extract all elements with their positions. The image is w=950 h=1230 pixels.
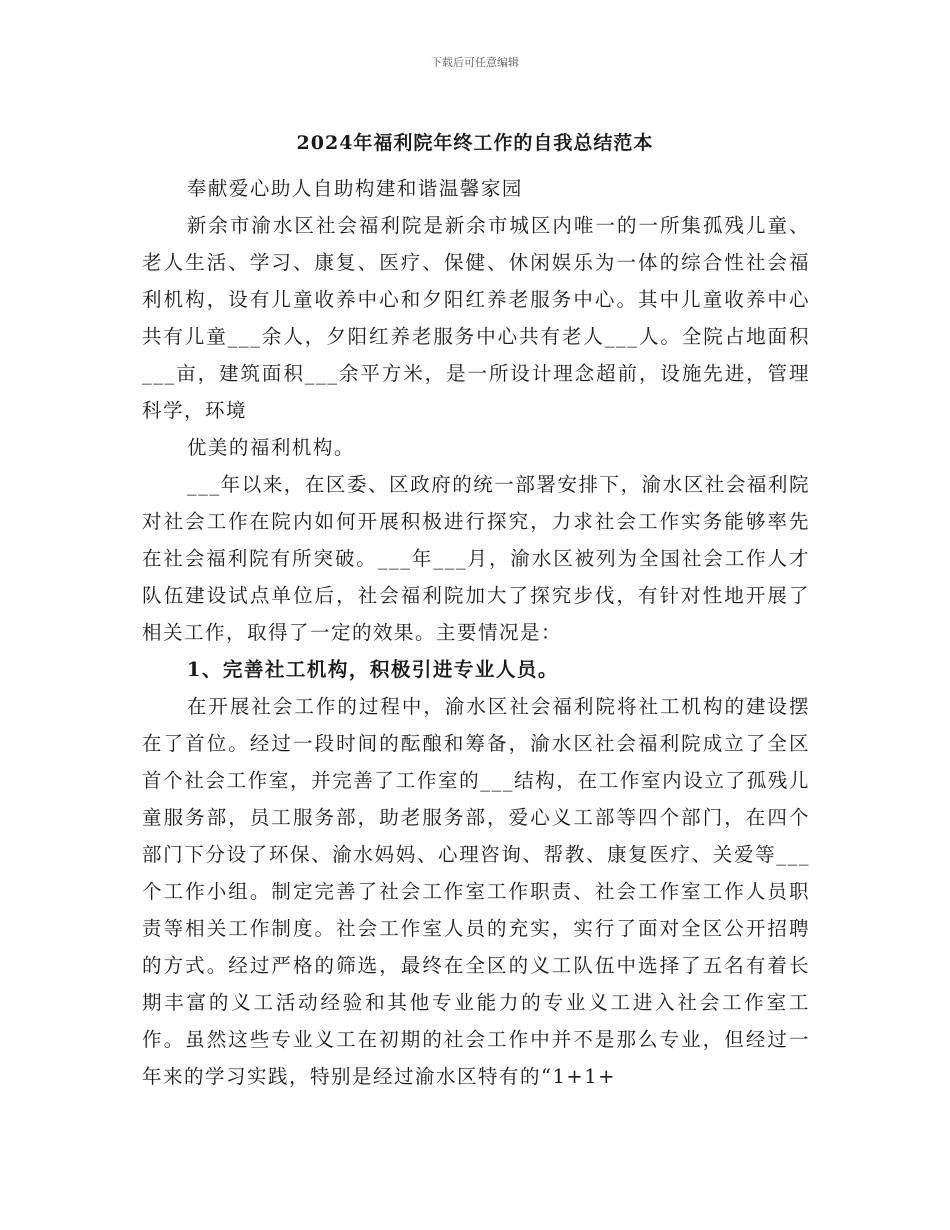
paragraph-section-1: 在开展社会工作的过程中，渝水区社会福利院将社工机构的建设摆在了首位。经过一段时间的酝酿和筹备，渝水区社会福利院成立了全区首个社会工作室，并完善了工作室的___结构，在工作室内设立了孤残儿童服务部，员工服务部，助老服务部，爱心义工部等四个部门，在四个部门下分设了环保、渝水妈妈、心理咨询、帮教、康复医疗、关爱等___个工作小组。制定完善了社会工作室工作职责、社会工作室工作人员职责等相关工作制度。社会工作室人员的充实，实行了面对全区公开招聘的方式。经过严格的筛选，最终在全区的义工队伍中选择了五名有着长期丰富的义工活动经验和其他专业能力的专业义工进入社会工作室工作。虽然这些专业义工在初期的社会工作中并不是那么专业，但经过一年来的学习实践，特别是经过渝水区特有的“1+1+: [142, 695, 810, 1088]
section-heading-1: 1、完善社工机构，积极引进专业人员。: [186, 658, 559, 681]
document-title: 2024年福利院年终工作的自我总结范本: [296, 132, 654, 154]
document-body: [142, 170, 810, 1095]
header-note: 下载后可任意编辑: [431, 56, 519, 69]
paragraph-subtitle: 奉献爱心助人自助构建和谐温馨家园: [186, 177, 523, 200]
paragraph-intro: 新余市渝水区社会福利院是新余市城区内唯一的一所集孤残儿童、老人生活、学习、康复、医疗、保健、休闲娱乐为一体的综合性社会福利机构，设有儿童收养中心和夕阳红养老服务中心。其中儿童收养中心共有儿童___余人，夕阳红养老服务中心共有老人___人。全院占地面积___亩，建筑面积___余平方米，是一所设计理念超前，设施先进，管理科学，环境: [142, 214, 810, 422]
paragraph-intro-end: 优美的福利机构。: [186, 436, 355, 459]
paragraph-background: ___年以来，在区委、区政府的统一部署安排下，渝水区社会福利院对社会工作在院内如何开展积极进行探究，力求社会工作实务能够率先在社会福利院有所突破。___年___月，渝水区被列为全国社会工作人才队伍建设试点单位后，社会福利院加大了探究步伐，有针对性地开展了相关工作，取得了一定的效果。主要情况是：: [142, 473, 810, 644]
